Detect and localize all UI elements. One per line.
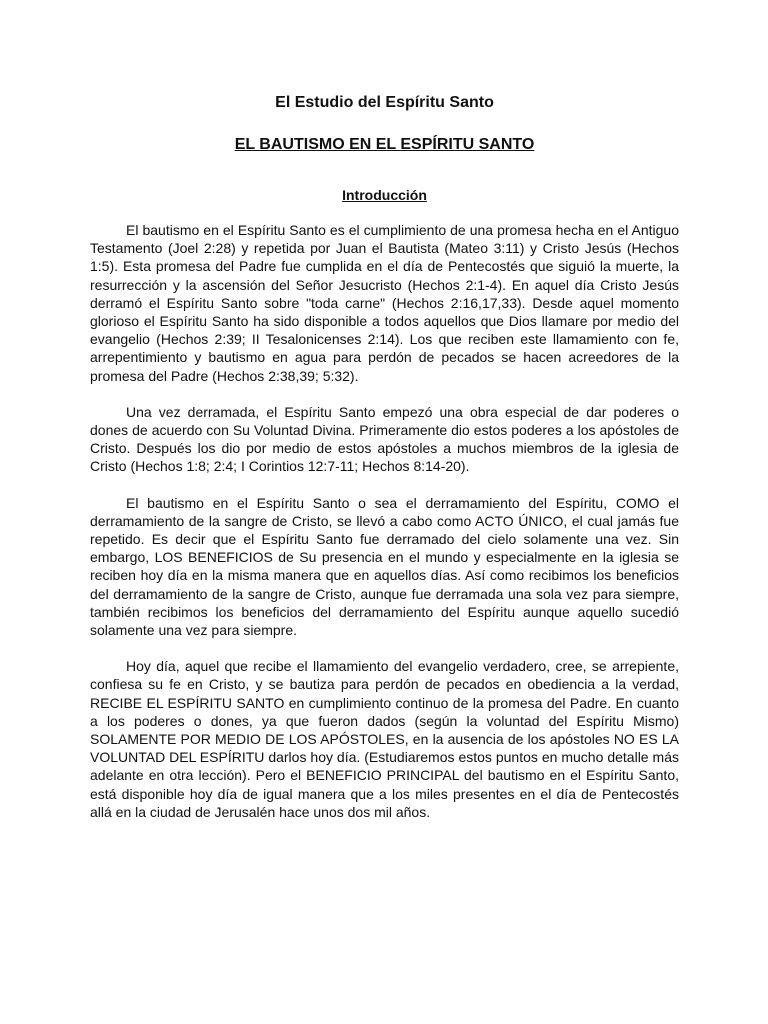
body-text <box>90 221 679 821</box>
document-subtitle: EL BAUTISMO EN EL ESPÍRITU SANTO <box>234 136 535 153</box>
paragraph: Una vez derramada, el Espíritu Santo empezó una obra especial de dar poderes o dones de acuerdo con Su Voluntad Divina. Primeramente dio estos poderes a los apóstoles de Cristo. Después los dio por medio de estos apóstoles a muchos miembros de la iglesia de Cristo (Hechos 1:8; 2:4; I Corintios 12:7-11; Hechos 8:14-20). <box>90 403 679 475</box>
paragraph: Hoy día, aquel que recibe el llamamiento del evangelio verdadero, cree, se arrepiente, confiesa su fe en Cristo, y se bautiza para perdón de pecados en obediencia a la verdad, RECIBE EL ESPÍRITU SANTO en cumplimiento continuo de la promesa del Padre. En cuanto a los poderes o dones, ya que fueron dados (según la voluntad del Espíritu Mismo) SOLAMENTE POR MEDIO DE LOS APÓSTOLES, en la ausencia de los apóstoles NO ES LA VOLUNTAD DEL ESPÍRITU darlos hoy día. (Estudiaremos estos puntos en mucho detalle más adelante en otra lección). Pero el BENEFICIO PRINCIPAL del bautismo en el Espíritu Santo, está disponible hoy día de igual manera que a los miles presentes en el día de Pentecostés allá en la ciudad de Jerusalén hace unos dos mil años. <box>90 658 679 820</box>
paragraph: El bautismo en el Espíritu Santo es el cumplimiento de una promesa hecha en el Antiguo Testamento (Joel 2:28) y repetida por Juan el Bautista (Mateo 3:11) y Cristo Jesús (Hechos 1:5). Esta promesa del Padre fue cumplida en el día de Pentecostés que siguió la muerte, la resurrección y la ascensión del Señor Jesucristo (Hechos 2:1-4). En aquel día Cristo Jesús derramó el Espíritu Santo sobre "toda carne" (Hechos 2:16,17,33). Desde aquel momento glorioso el Espíritu Santo ha sido disponible a todos aquellos que Dios llamare por medio del evangelio (Hechos 2:39; II Tesalonicenses 2:14). Los que reciben este llamamiento con fe, arrepentimiento y bautismo en agua para perdón de pecados se hacen acreedores de la promesa del Padre (Hechos 2:38,39; 5:32). <box>90 222 679 384</box>
paragraph: El bautismo en el Espíritu Santo o sea el derramamiento del Espíritu, COMO el derramamiento de la sangre de Cristo, se llevó a cabo como ACTO ÚNICO, el cual jamás fue repetido. Es decir que el Espíritu Santo fue derramado del cielo solamente una vez. Sin embargo, LOS BENEFICIOS de Su presencia en el mundo y especialmente en la iglesia se reciben hoy día en la misma manera que en aquellos días. Así como recibimos los beneficios del derramamiento de la sangre de Cristo, aunque fue derramada una sola vez para siempre, también recibimos los beneficios del derramamiento del Espíritu aunque aquello sucedió solamente una vez para siempre. <box>90 494 679 639</box>
document-title: El Estudio del Espíritu Santo <box>275 94 494 111</box>
section-heading: Introducción <box>342 187 427 203</box>
